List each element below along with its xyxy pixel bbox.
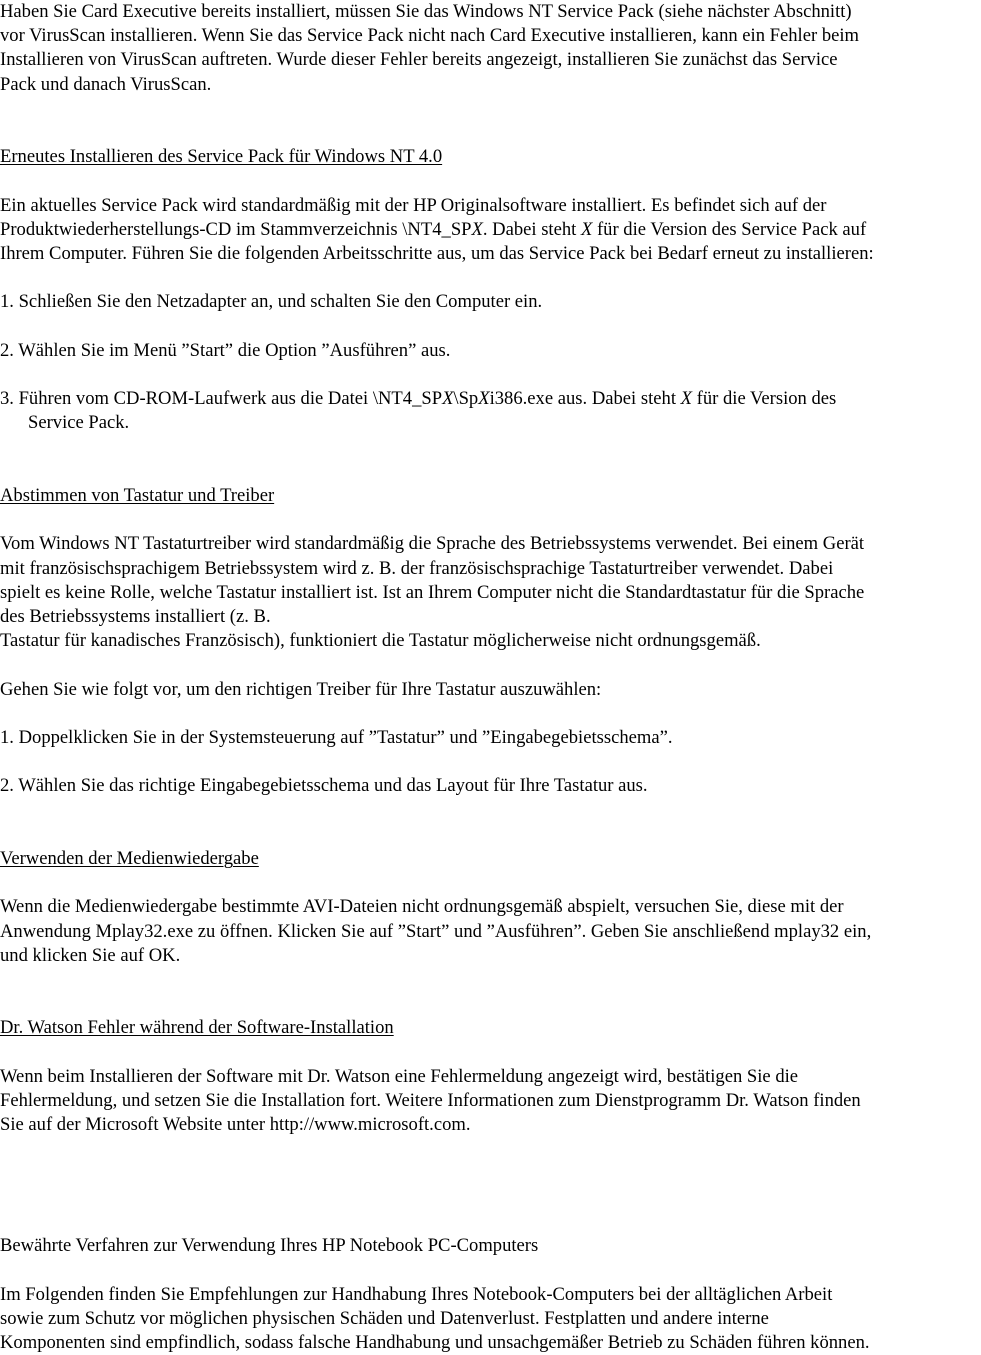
paragraph-line: Fehlermeldung, und setzen Sie die Installation fort. Weitere Informationen zum Dienstprogramm Dr. Watson finden	[0, 1089, 861, 1111]
step-item-continuation: Service Pack.	[28, 412, 130, 434]
text-run: für die Version des Service Pack auf	[592, 218, 867, 240]
italic-run: X	[680, 388, 693, 410]
section-heading-watson: Dr. Watson Fehler während der Software-Installation	[0, 1017, 394, 1039]
italic-run: X	[478, 388, 490, 410]
text-run: \Sp	[453, 388, 479, 410]
intro-line: Haben Sie Card Executive bereits installiert, müssen Sie das Windows NT Service Pack (siehe nächster Abschnitt)	[0, 1, 852, 22]
paragraph-line: und klicken Sie auf OK.	[0, 944, 181, 966]
paragraph-line	[0, 218, 981, 242]
keyboard-section	[0, 484, 981, 799]
italic-run: X	[442, 388, 454, 410]
step-item: 1. Schließen Sie den Netzadapter an, und schalten Sie den Computer ein.	[0, 291, 543, 313]
paragraph-line: Ein aktuelles Service Pack wird standardmäßig mit der HP Originalsoftware installiert. Es befindet sich auf der	[0, 194, 827, 216]
paragraph-line: des Betriebssystems installiert (z. B.	[0, 605, 271, 627]
text-run: Produktwiederherstellungs-CD im Stammverzeichnis \NT4_SP	[0, 218, 472, 240]
intro-line: Pack und danach VirusScan.	[0, 73, 212, 95]
section-heading-keyboard: Abstimmen von Tastatur und Treiber	[0, 484, 275, 506]
paragraph-line: spielt es keine Rolle, welche Tastatur installiert ist. Ist an Ihrem Computer nicht die Standardtastatur für die Sprache	[0, 581, 865, 603]
paragraph-line: Tastatur für kanadisches Französisch), funktioniert die Tastatur möglicherweise nicht ordnungsgemäß.	[0, 630, 761, 652]
watson-section	[0, 1016, 981, 1137]
paragraph-line: Sie auf der Microsoft Website unter http://www.microsoft.com.	[0, 1114, 471, 1136]
text-run: i386.exe aus. Dabei steht	[489, 388, 681, 410]
step-item: 2. Wählen Sie im Menü ”Start” die Option ”Ausführen” aus.	[0, 339, 451, 361]
intro-line: vor VirusScan installieren. Wenn Sie das Service Pack nicht nach Card Executive installieren, kann ein Fehler beim	[0, 25, 859, 47]
text-run: für die Version des	[692, 388, 837, 410]
paragraph-line: Wenn beim Installieren der Software mit Dr. Watson eine Fehlermeldung angezeigt wird, bestätigen Sie die	[0, 1065, 799, 1087]
paragraph-line: mit französischsprachigem Betriebssystem wird z. B. der französischsprachige Tastaturtreiber verwendet. Dabei	[0, 557, 834, 579]
paragraph-line: Ihrem Computer. Führen Sie die folgenden Arbeitsschritte aus, um das Service Pack bei Bedarf erneut zu installieren:	[0, 243, 874, 264]
paragraph-line: Vom Windows NT Tastaturtreiber wird standardmäßig die Sprache des Betriebssystems verwendet. Bei einem Gerät	[0, 533, 865, 555]
paragraph-line: sowie zum Schutz vor möglichen physischen Schäden und Datenverlust. Festplatten und andere interne	[0, 1307, 769, 1329]
text-run: . Dabei steht	[482, 218, 581, 240]
paragraph-line: Komponenten sind empfindlich, sodass falsche Handhabung und unsachgemäßer Betrieb zu Schäden führen können.	[0, 1331, 870, 1353]
paragraph-line: Gehen Sie wie folgt vor, um den richtigen Treiber für Ihre Tastatur auszuwählen:	[0, 678, 602, 700]
section-heading-service-pack: Erneutes Installieren des Service Pack für Windows NT 4.0	[0, 146, 443, 168]
paragraph-line: Im Folgenden finden Sie Empfehlungen zur Handhabung Ihres Notebook-Computers bei der alltäglichen Arbeit	[0, 1283, 833, 1305]
media-section	[0, 847, 981, 968]
best-practices-section	[0, 1234, 981, 1355]
service-pack-section	[0, 145, 981, 435]
italic-run: X	[580, 218, 593, 240]
text-run: 3. Führen vom CD-ROM-Laufwerk aus die Datei \NT4_SP	[0, 388, 443, 410]
step-item	[0, 387, 981, 411]
section-heading-best-practices: Bewährte Verfahren zur Verwendung Ihres HP Notebook PC-Computers	[0, 1235, 539, 1257]
step-item: 2. Wählen Sie das richtige Eingabegebietsschema und das Layout für Ihre Tastatur aus.	[0, 775, 648, 797]
section-heading-media: Verwenden der Medienwiedergabe	[0, 847, 259, 869]
intro-paragraph	[0, 0, 981, 97]
italic-run: X	[471, 218, 483, 240]
paragraph-line: Anwendung Mplay32.exe zu öffnen. Klicken Sie auf ”Start” und ”Ausführen”. Geben Sie anschließend mplay32 ein,	[0, 920, 872, 942]
step-item: 1. Doppelklicken Sie in der Systemsteuerung auf ”Tastatur” und ”Eingabegebietsschema”.	[0, 726, 673, 748]
paragraph-line: Wenn die Medienwiedergabe bestimmte AVI-Dateien nicht ordnungsgemäß abspielt, versuchen Sie, diese mit der	[0, 896, 844, 918]
intro-line: Installieren von VirusScan auftreten. Wurde dieser Fehler bereits angezeigt, installieren Sie zunächst das Service	[0, 49, 838, 71]
